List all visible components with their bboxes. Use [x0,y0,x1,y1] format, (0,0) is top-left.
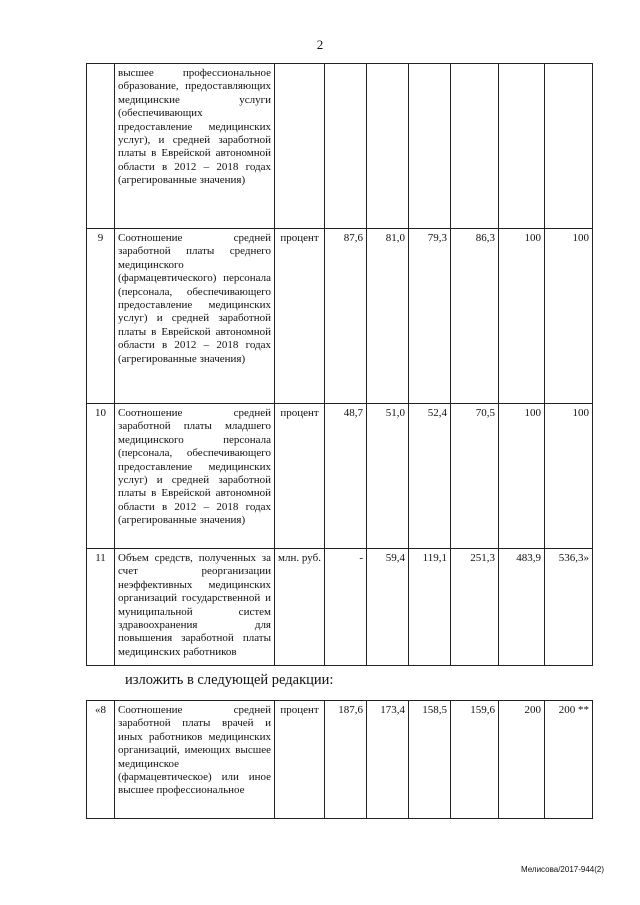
unit-cell: процент [275,404,325,549]
table-row [87,701,593,819]
row-number: 11 [87,549,115,666]
page-number: 2 [316,37,324,52]
indicator-description: Объем средств, полученных за счет реорганизации неэффективных медицинских организаций государственной и муниципальной систем здравоохранения для повышения заработной платы медицинских работников [115,549,275,666]
value-cell: 200 ** [545,701,593,819]
table-row [87,64,593,229]
value-cell: 52,4 [409,404,451,549]
value-cell [325,64,367,229]
row-number: «8 [87,701,115,819]
value-cell [451,64,499,229]
indicators-table [86,63,593,666]
value-cell: 81,0 [367,229,409,404]
unit-cell [275,64,325,229]
value-cell: 100 [545,404,593,549]
value-cell: 251,3 [451,549,499,666]
value-cell: 119,1 [409,549,451,666]
indicator-description: Соотношение средней заработной платы среднего медицинского (фармацевтического) персонала (персонала, обеспечивающего предоставление медицинских услуг) и средней заработной платы в Еврейской автономной области в 2012 – 2018 годах (агрегированные значения) [115,229,275,404]
value-cell: - [325,549,367,666]
value-cell: 100 [499,229,545,404]
value-cell: 200 [499,701,545,819]
amendment-caption: изложить в следующей редакции: [125,672,334,688]
value-cell [545,64,593,229]
unit-cell: процент [275,701,325,819]
row-number [87,64,115,229]
value-cell: 536,3» [545,549,593,666]
row-number: 9 [87,229,115,404]
amendment-table [86,700,593,819]
value-cell: 86,3 [451,229,499,404]
document-code: Мелисова/2017-944(2) [520,865,604,874]
table-row [87,404,593,549]
indicator-description: Соотношение средней заработной платы врачей и иных работников медицинских организаций, имеющих высшее медицинское (фармацевтическое) или иное высшее профессиональное [115,701,275,819]
value-cell: 59,4 [367,549,409,666]
value-cell: 159,6 [451,701,499,819]
row-number: 10 [87,404,115,549]
indicator-description: высшее профессиональное образование, предоставляющих медицинские услуги (обеспечивающих предоставление медицинских услуг), и средней заработной платы в Еврейской автономной области в 2012 – 2018 годах (агрегированные значения) [115,64,275,229]
value-cell: 48,7 [325,404,367,549]
value-cell: 51,0 [367,404,409,549]
unit-cell: процент [275,229,325,404]
value-cell: 173,4 [367,701,409,819]
value-cell: 100 [499,404,545,549]
indicator-description: Соотношение средней заработной платы младшего медицинского персонала (персонала, обеспечивающего предоставление медицинских услуг) и средней заработной платы в Еврейской автономной области в 2012 – 2018 годах (агрегированные значения) [115,404,275,549]
value-cell: 483,9 [499,549,545,666]
value-cell [367,64,409,229]
value-cell: 79,3 [409,229,451,404]
value-cell: 70,5 [451,404,499,549]
value-cell: 100 [545,229,593,404]
unit-cell: млн. руб. [275,549,325,666]
value-cell: 158,5 [409,701,451,819]
value-cell [409,64,451,229]
table-row [87,229,593,404]
value-cell: 187,6 [325,701,367,819]
table-row [87,549,593,666]
value-cell: 87,6 [325,229,367,404]
value-cell [499,64,545,229]
